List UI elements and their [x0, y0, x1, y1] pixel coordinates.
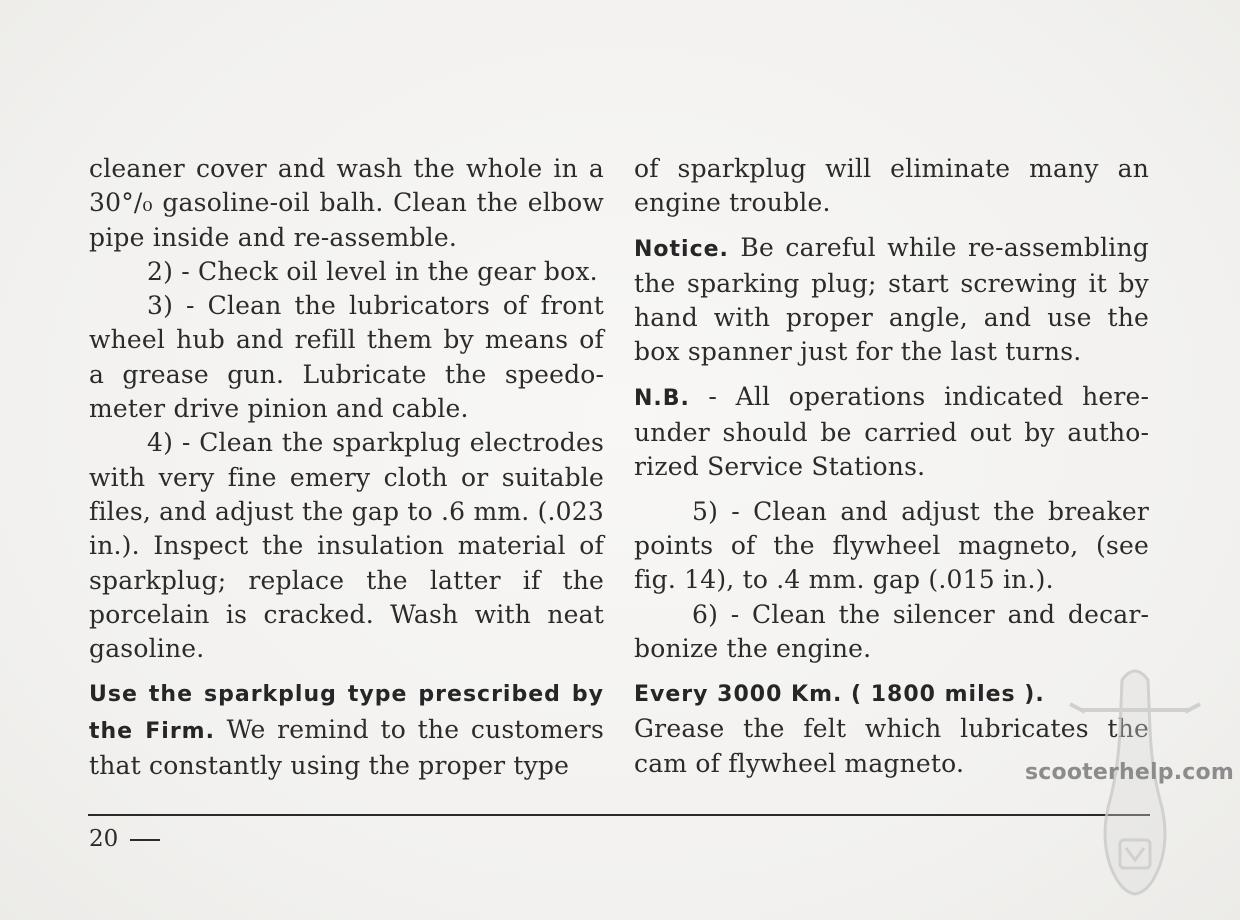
sparkplug-type-paragraph	[89, 676, 604, 783]
page-number	[89, 824, 160, 854]
every-3000-heading: Every 3000 Km. ( 1800 miles ).	[634, 682, 1045, 708]
notice-paragraph	[634, 231, 1149, 370]
page-number-value: 20	[89, 826, 119, 852]
every-3000-text: Grease the felt which lubricates the cam of flywheel magneto.	[634, 714, 1149, 778]
sparkplug-type-text: We remind to the customers that constantly using the proper type	[89, 714, 604, 781]
footer-rule-left	[88, 814, 636, 816]
step-4-paragraph: 4) - Clean the sparkplug electrodes with very fine emery cloth or suitable files, and adjust the gap to .6 mm. (.023 in.). Inspect the insulation material of sparkplug; replace the latter if the porcelain is cracked. Wash with neat gasoline.	[89, 428, 604, 664]
notice-heading: Notice.	[634, 236, 729, 262]
page-number-dash	[130, 839, 160, 841]
nb-text: - All operations indicated hereunder should be carried out by authorized Service Stations.	[634, 381, 1149, 482]
notice-text: Be careful while re-assembling the sparking plug; start screwing it by hand with proper angle, and use the box spanner just for the last turns.	[634, 232, 1149, 367]
step-5-paragraph: 5) - Clean and adjust the breaker points of the flywheel magneto, (see fig. 14), to .4 mm. gap (.015 in.).	[634, 496, 1149, 595]
left-paragraph-1: cleaner cover and wash the whole in a 30°/₀ gasoline-oil balh. Clean the elbow pipe inside and re-assemble.	[89, 154, 604, 252]
left-column	[89, 152, 604, 783]
right-paragraph-1: of sparkplug will eliminate many an engine trouble.	[634, 154, 1149, 218]
step-6-paragraph: 6) - Clean the silencer and decarbonize the engine.	[634, 599, 1149, 663]
nb-heading: N.B.	[634, 385, 690, 411]
step-2-paragraph: 2) - Check oil level in the gear box.	[147, 256, 598, 286]
nb-paragraph	[634, 380, 1149, 485]
step-3-paragraph: 3) - Clean the lubricators of front wheel hub and refill them by means of a grease gun. Lubricate the speedometer drive pinion and cable.	[89, 291, 604, 424]
watermark-text: scooterhelp.com	[1025, 760, 1234, 785]
sparkplug-type-heading: Use the sparkplug type prescribed by the Firm.	[89, 682, 604, 744]
